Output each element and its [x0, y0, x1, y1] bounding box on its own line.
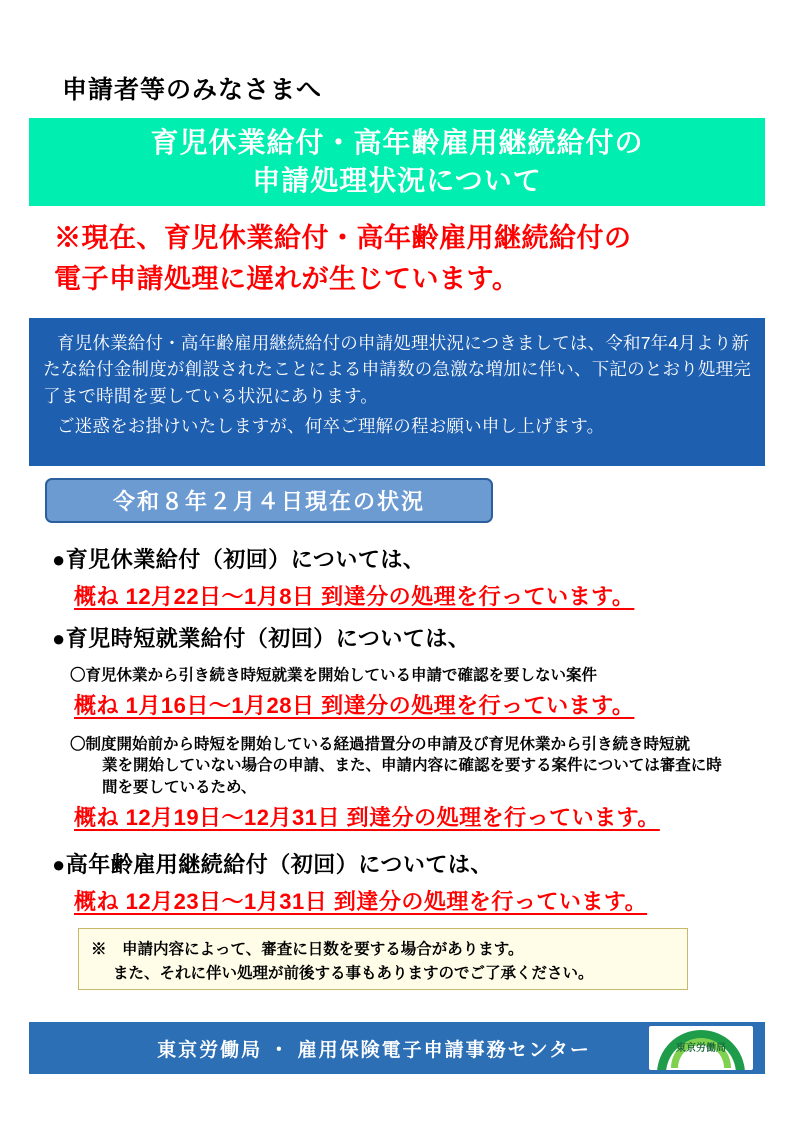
- title-line-1: 育児休業給付・高年齢雇用継続給付の: [150, 127, 644, 159]
- title-band: [29, 118, 765, 206]
- note-line-2: また、それに伴い処理が前後する事もありますのでご了承ください。: [113, 965, 594, 983]
- note-box: [78, 928, 688, 990]
- section-red-line: 概ね 12月22日〜1月8日 到達分の処理を行っています。: [74, 584, 635, 609]
- alert-line-2: 電子申請処理に遅れが生じています。: [54, 263, 520, 294]
- title-line-2: 申請処理状況について: [252, 165, 542, 196]
- logo-label: 東京労働局: [676, 1042, 726, 1054]
- status-date-pill: [45, 478, 493, 523]
- notice-box: [29, 318, 765, 466]
- footer-text: 東京労働局 ・ 雇用保険電子申請事務センター: [157, 1039, 591, 1061]
- status-date-label: 令和８年２月４日現在の状況: [112, 489, 425, 514]
- section-heading: ●育児時短就業給付（初回）については、: [52, 626, 471, 651]
- notice-paragraph-2: ご迷惑をお掛けいたしますが、何卒ご理解の程お願い申し上げます。: [57, 415, 605, 436]
- alert-line-1: ※現在、育児休業給付・高年齢雇用継続給付の: [54, 223, 632, 253]
- sub-item-red-line: 概ね 12月19日〜12月31日 到達分の処理を行っています。: [74, 804, 660, 830]
- section-heading: ●育児休業給付（初回）については、: [52, 547, 426, 572]
- sub-item-text: [70, 665, 762, 687]
- alert-block: [54, 218, 754, 299]
- section-childcare-leave: [52, 543, 762, 611]
- addressee-heading: 申請者等のみなさまへ: [62, 76, 323, 104]
- sub-item-line-3: 間を要しているため、: [102, 779, 257, 797]
- sub-item-bullet: 〇: [70, 735, 86, 753]
- section-elderly-continued-employment: [52, 848, 762, 916]
- notice-paragraph-1: 育児休業給付・高年齢雇用継続給付の申請処理状況につきましては、令和7年4月より新たな給付金制度が創設されたことによる申請数の急激な増加に伴い、下記のとおり処理完了まで時間を要している状況にあります。: [43, 333, 751, 406]
- footer-band: [29, 1022, 765, 1074]
- sub-item-1: [52, 665, 762, 720]
- sub-item-red-line: 概ね 1月16日〜1月28日 到達分の処理を行っています。: [74, 692, 635, 718]
- sub-item-line-1: 制度開始前から時短を開始している経過措置分の申請及び育児休業から引き続き時短就: [85, 735, 691, 753]
- sub-item-bullet: 〇: [70, 667, 86, 684]
- sub-item-text: [70, 734, 762, 799]
- section-shortened-work: [52, 622, 762, 832]
- section-red-line: 概ね 12月23日〜1月31日 到達分の処理を行っています。: [74, 889, 648, 914]
- note-line-1: ※ 申請内容によって、審査に日数を要する場合があります。: [91, 941, 524, 958]
- sub-item-2: [52, 734, 762, 832]
- sub-item-line-2: 業を開始していない場合の申請、また、申請内容に確認を要する案件については審査に時: [102, 757, 722, 775]
- sub-item-line-1: 育児休業から引き続き時短就業を開始している申請で確認を要しない案件: [85, 667, 598, 684]
- tokyo-labor-bureau-logo-icon: [649, 1026, 753, 1070]
- section-heading: ●高年齢雇用継続給付（初回）については、: [52, 852, 493, 877]
